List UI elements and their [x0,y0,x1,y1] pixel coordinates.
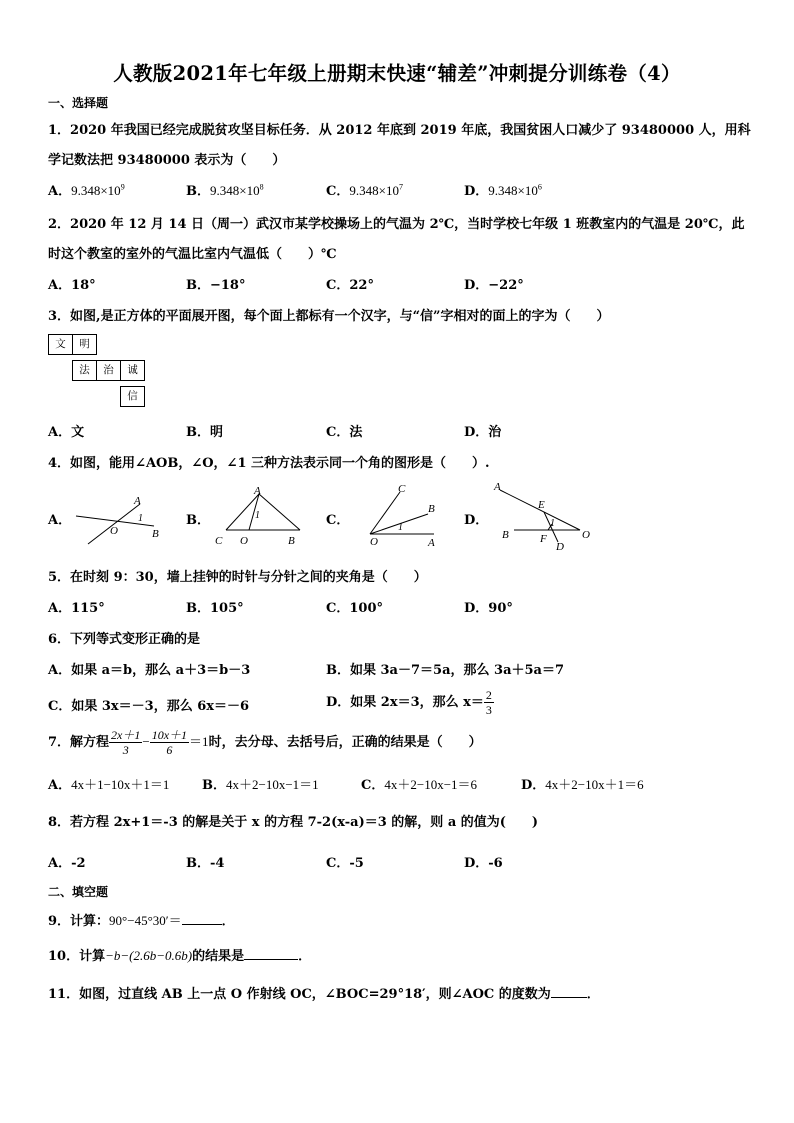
question-1-option-d: D．$9.348\times 10^6$ [464,182,542,199]
question-1-line-2: 学记数法把 93480000 表示为（ ） [48,153,286,168]
figure-4d [490,478,600,550]
question-6-option-b: B．如果 3a－7＝5a，那么 3a＋5a＝7 [326,663,565,678]
question-7-line-1: 7．解方程 $\frac{2x+1}{3}$ − $\frac{10x+1}{6}$ ＝1时，去分母、去括号后，正确的结果是（ ） [48,728,482,757]
question-7-option-d: D．4x＋2−10x＋1＝6 [521,777,644,793]
net-face-xin: 信 [120,386,145,407]
question-1-option-c: C．$9.348\times 10^7$ [326,182,403,199]
figure-4b [212,482,308,548]
question-5-option-b: B．105° [186,601,244,616]
question-10-line-1: 10．计算−b−(2.6b−0.6b)的结果是 ． [48,948,312,964]
question-5-option-a: A．115° [48,601,105,616]
label-a: A [494,481,501,493]
label-c: C [398,483,406,495]
answer-blank[interactable] [551,997,587,998]
figure-4c [352,480,452,546]
figure-4a [72,488,172,550]
label-b: B [502,529,509,541]
question-5-option-d: D．90° [464,601,513,616]
question-4-option-a: A． [48,513,72,528]
question-7-option-b: B．4x＋2−10x−1＝1 [202,777,319,793]
question-8-option-c: C．-5 [326,856,364,871]
label-o: O [240,535,248,547]
question-3-option-c: C．法 [326,425,363,440]
question-4-line-1: 4．如图，能用∠AOB，∠O，∠1 三种方法表示同一个角的图形是（ ）. [48,456,490,471]
question-3-option-d: D．治 [464,425,502,440]
fraction-two-thirds: $\frac{2}{3}$ [485,688,492,717]
question-4-option-d: D． [464,513,489,528]
label-a: A [134,495,141,507]
question-3-option-b: B．明 [186,425,223,440]
question-1-option-b: B．$9.348\times 10^8$ [186,182,264,199]
question-4-option-c: C． [326,513,350,528]
net-face-wen: 文 [48,334,73,355]
question-3-line-1: 3．如图,是正方体的平面展开图，每个面上都标有一个汉字，与“信”字相对的面上的字为（ ） [48,309,610,324]
question-2-line-2: 时这个教室的室外的气温比室内气温低（ ）℃ [48,247,337,262]
question-11-line-1: 11．如图，过直线 AB 上一点 O 作射线 OC，∠BOC=29°18′，则∠AOC 的度数为 ． [48,987,600,1002]
page-title: 人教版2021年七年级上册期末快速“辅差”冲刺提分训练卷（4） [113,62,681,85]
question-6-option-c: C．如果 3x＝－3，那么 6x＝－6 [48,699,250,714]
question-1-line-1: 1．2020 年我国已经完成脱贫攻坚目标任务．从 2012 年底到 2019 年底，我国贫困人口减少了 93480000 人，用科 [48,123,751,138]
label-c: C [215,535,223,547]
question-2-option-d: D．−22° [464,278,524,293]
answer-blank[interactable] [182,924,222,925]
label-angle-1: 1 [398,522,403,533]
label-f: F [540,533,547,545]
net-face-fa: 法 [72,360,97,381]
question-6-option-d: D．如果 2x＝3，那么 x＝ $\frac{2}{3}$ [326,688,492,717]
question-8-line-1: 8．若方程 2x+1＝-3 的解是关于 x 的方程 7-2(x-a)＝3 的解，则 a 的值为( ) [48,815,539,830]
question-2-option-a: A．18° [48,278,96,293]
question-2-line-1: 2．2020 年 12 月 14 日（周一）武汉市某学校操场上的气温为 2℃，当时学校七年级 1 班教室内的气温是 20℃，此 [48,217,745,232]
question-6-option-a: A．如果 a＝b，那么 a＋3＝b－3 [48,663,251,678]
label-angle-1: 1 [138,513,143,524]
question-7-option-a: A．4x＋1−10x＋1＝1 [48,777,170,793]
net-face-ming: 明 [72,334,97,355]
question-2-option-c: C．22° [326,278,374,293]
question-2-option-b: B．−18° [186,278,246,293]
label-b: B [428,503,435,515]
question-9-line-1: 9．计算：90°−45°30′＝ ． [48,913,235,929]
net-face-zhi: 治 [96,360,121,381]
section-heading-choice: 一、选择题 [48,96,109,110]
question-7-option-c: C．4x＋2−10x−1＝6 [361,777,478,793]
question-8-option-b: B．-4 [186,856,225,871]
label-e: E [538,499,545,511]
label-o: O [582,529,590,541]
label-angle-1: 1 [255,510,260,521]
label-angle-1: 1 [550,518,555,529]
label-o: O [370,536,378,546]
section-heading-fill-in: 二、填空题 [48,885,109,899]
net-face-cheng: 诚 [120,360,145,381]
question-6-line-1: 6．下列等式变形正确的是 [48,632,201,647]
question-4-option-b: B． [186,513,210,528]
label-a: A [428,537,435,546]
label-b: B [152,528,159,540]
question-8-option-d: D．-6 [464,856,503,871]
question-8-option-a: A．-2 [48,856,86,871]
fraction-2x-plus-1-over-3: $\frac{2x+1}{3}$ [111,728,141,757]
label-a: A [254,485,261,497]
label-d: D [556,541,564,550]
question-1-option-a: A．$9.348\times 10^9$ [48,182,125,199]
question-5-option-c: C．100° [326,601,383,616]
cube-net-figure [48,334,148,410]
fraction-10x-plus-1-over-6: $\frac{10x+1}{6}$ [151,728,188,757]
question-3-option-a: A．文 [48,425,85,440]
label-b: B [288,535,295,547]
label-o: O [110,525,118,537]
answer-blank[interactable] [244,959,298,960]
question-5-line-1: 5．在时刻 9：30，墙上挂钟的时针与分针之间的夹角是（ ） [48,570,427,585]
